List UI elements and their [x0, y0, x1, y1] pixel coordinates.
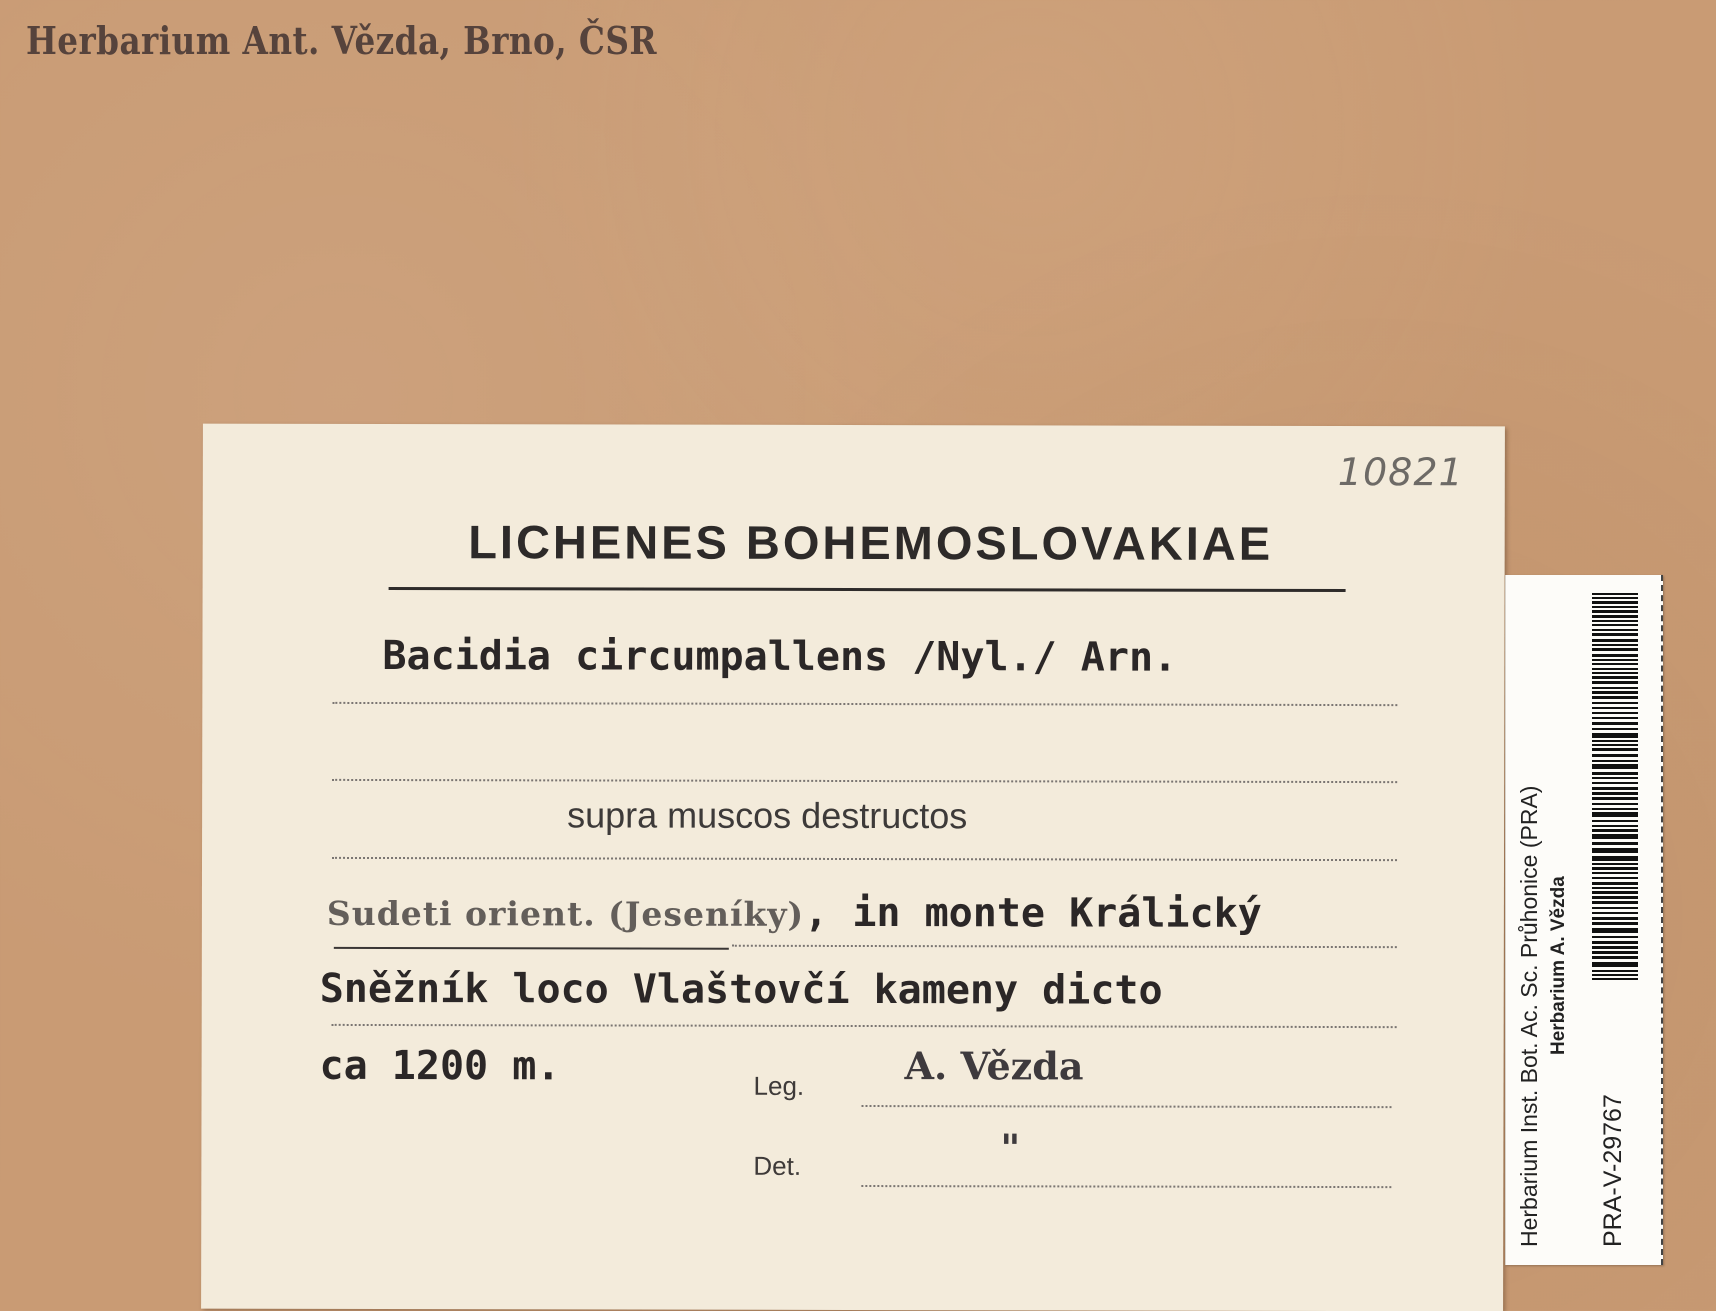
dotted-line	[332, 702, 1397, 706]
leg-label: Leg.	[753, 1070, 805, 1101]
barcode-label	[1505, 575, 1663, 1265]
catalog-number: 10821	[1337, 450, 1464, 495]
locality-line-1	[327, 889, 1262, 937]
locality-line-2: Sněžník loco Vlaštovčí kameny dicto	[319, 965, 1163, 1014]
collection-text: Herbarium A. Vězda	[1548, 876, 1569, 1055]
species-name: Bacidia circumpallens /Nyl./ Arn.	[382, 633, 1178, 681]
herbarium-stamp: Herbarium Ant. Vězda, Brno, ČSR	[26, 18, 657, 63]
dotted-line	[861, 1185, 1391, 1188]
printed-region: Sudeti orient. (Jeseníky)	[326, 893, 805, 934]
perforation-edge	[1661, 575, 1663, 1265]
locality-typed: , in monte Králický	[804, 889, 1262, 937]
label-title: LICHENES BOHEMOSLOVAKIAE	[468, 515, 1274, 570]
det-label: Det.	[753, 1150, 802, 1181]
dotted-line	[332, 1024, 1397, 1028]
specimen-id: PRA-V-29767	[1599, 1094, 1627, 1247]
institution-text: Herbarium Inst. Bot. Ac. Sc. Průhonice (PRA)	[1516, 785, 1542, 1247]
locality-line-3: ca 1200 m.	[319, 1042, 561, 1090]
dotted-line	[332, 779, 1397, 783]
title-rule	[389, 587, 1346, 592]
dotted-line	[332, 857, 1397, 861]
determiner-ditto: "	[1000, 1125, 1021, 1171]
barcode-image	[1592, 593, 1638, 983]
collector-name: A. Vězda	[904, 1043, 1084, 1089]
specimen-label	[201, 424, 1505, 1311]
substrate-text: supra muscos destructos	[567, 794, 968, 837]
dotted-line	[732, 945, 1397, 948]
dotted-line	[861, 1105, 1391, 1108]
region-underline	[334, 947, 729, 950]
